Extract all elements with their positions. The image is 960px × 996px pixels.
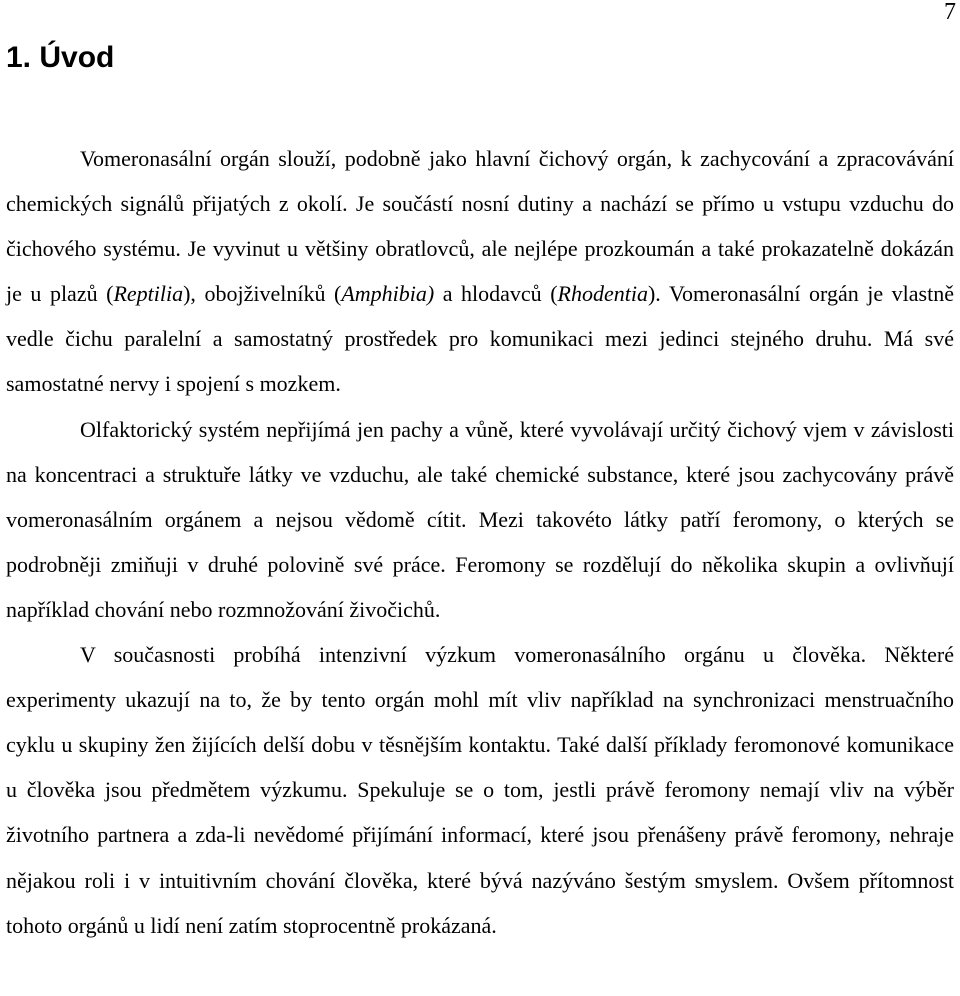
paragraph-2 bbox=[6, 407, 954, 632]
text-run: ), obojživelníků ( bbox=[183, 281, 342, 307]
paragraph-1 bbox=[6, 136, 954, 407]
paragraph-3 bbox=[6, 632, 954, 948]
taxon-name: Rhodentia bbox=[557, 281, 648, 307]
taxon-name: Amphibia) bbox=[341, 281, 435, 307]
text-run: Vomeronasální orgán slouží, podobně jako hlavní čichový orgán, k zachycování a zpracovávání chemických signálů přijatých z okolí. Je součástí nosní dutiny a nachází se přímo u vstupu vzduchu do čichového systému. Je vyvinut u většiny obratlovců, ale nejlépe prozkoumán a také prokazatelně dokázán je u plazů ( bbox=[6, 146, 954, 307]
text-run: a hlodavců ( bbox=[434, 281, 558, 307]
section-heading: 1. Úvod bbox=[6, 41, 115, 74]
document-body bbox=[6, 136, 954, 948]
text-run: ). Vomeronasální orgán je vlastně vedle čichu paralelní a samostatný prostředek pro komunikaci mezi jedinci stejného druhu. Má své samostatné nervy i spojení s mozkem. bbox=[6, 281, 954, 397]
taxon-name: Reptilia bbox=[113, 281, 184, 307]
text-run: Olfaktorický systém nepřijímá jen pachy a vůně, které vyvolávají určitý čichový vjem v závislosti na koncentraci a struktuře látky ve vzduchu, ale také chemické substance, které jsou zachycovány právě vomeronasálním orgánem a nejsou vědomě cítit. Mezi takovéto látky patří feromony, o kterých se podrobněji zmiňuji v druhé polovině své práce. Feromony se rozdělují do několika skupin a ovlivňují například chování nebo rozmnožování živočichů. bbox=[6, 416, 954, 622]
text-run: V současnosti probíhá intenzivní výzkum vomeronasálního orgánu u člověka. Některé experimenty ukazují na to, že by tento orgán mohl mít vliv například na synchronizaci menstruačního cyklu u skupiny žen žijících delší dobu v těsnějším kontaktu. Také další příklady feromonové komunikace u člověka jsou předmětem výzkumu. Spekuluje se o tom, jestli právě feromony nemají vliv na výběr životního partnera a zda-li nevědomé přijímání informací, které jsou přenášeny právě feromony, nehraje nějakou roli i v intuitivním chování člověka, které bývá nazýváno šestým smyslem. Ovšem přítomnost tohoto orgánů u lidí není zatím stoprocentně prokázaná. bbox=[6, 642, 954, 938]
page-number: 7 bbox=[944, 0, 956, 25]
